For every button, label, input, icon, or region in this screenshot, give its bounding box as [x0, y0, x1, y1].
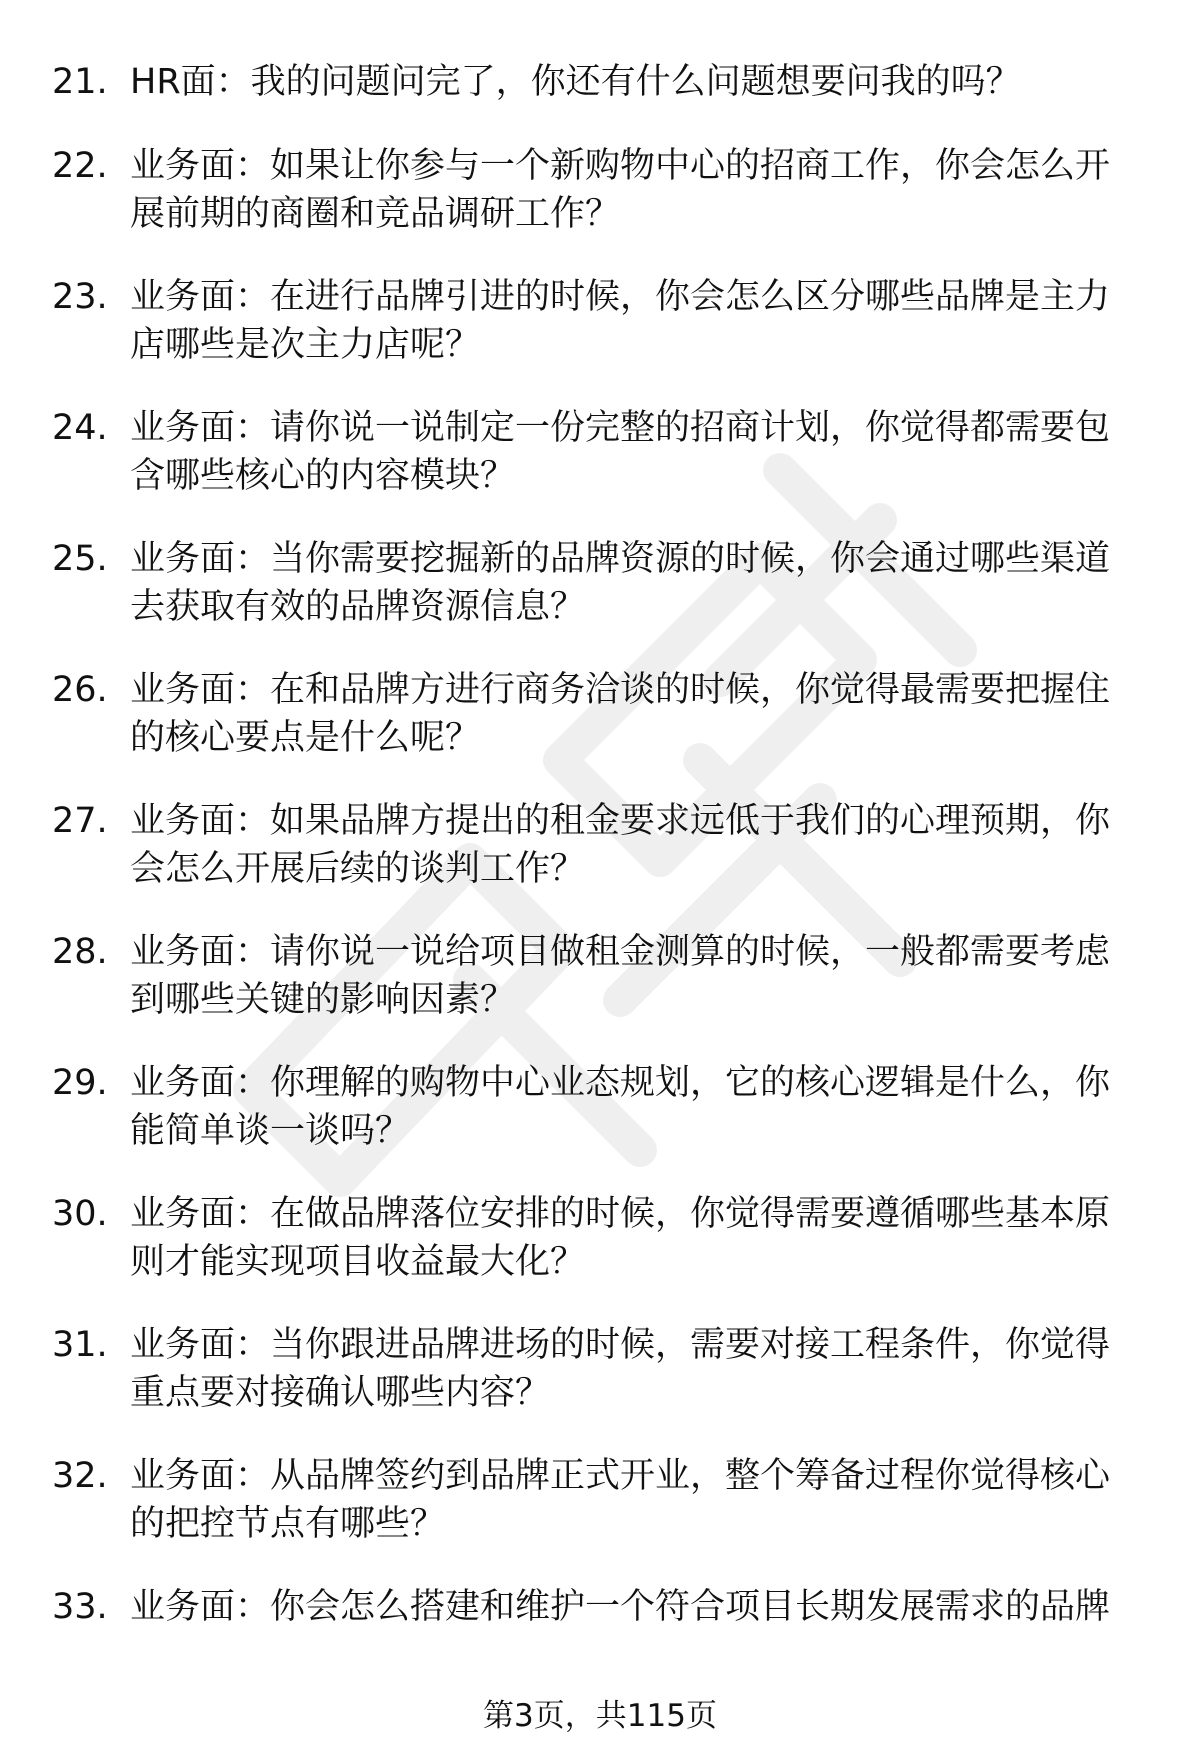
question-text — [130, 666, 1130, 762]
question-number: 22. — [52, 146, 108, 186]
question-item — [52, 1452, 1142, 1548]
question-text — [130, 142, 1130, 238]
question-text — [130, 1321, 1130, 1417]
page-number-footer: 第3页，共115页 — [483, 1698, 717, 1734]
question-number: 33. — [52, 1587, 108, 1627]
question-text — [130, 58, 1130, 106]
question-text — [130, 1190, 1130, 1286]
question-text-line: 业务面：你理解的购物中心业态规划，它的核心逻辑是什么，你 — [130, 1063, 1111, 1103]
question-text — [130, 797, 1130, 893]
question-item — [52, 273, 1142, 369]
question-item — [52, 797, 1142, 893]
question-text — [130, 1059, 1130, 1155]
question-text-line: 会怎么开展后续的谈判工作？ — [130, 849, 586, 889]
question-text-line: 能简单谈一谈吗？ — [130, 1111, 411, 1151]
question-text-line: 业务面：当你需要挖掘新的品牌资源的时候，你会通过哪些渠道 — [130, 539, 1111, 579]
question-text-line: 的核心要点是什么呢？ — [130, 718, 481, 758]
question-number: 29. — [52, 1063, 108, 1103]
question-item — [52, 1059, 1142, 1155]
question-text — [130, 273, 1130, 369]
question-text-line: 含哪些核心的内容模块？ — [130, 456, 516, 496]
question-text-line: 业务面：当你跟进品牌进场的时候，需要对接工程条件，你觉得 — [130, 1325, 1111, 1365]
question-text-line: 业务面：请你说一说给项目做租金测算的时候，一般都需要考虑 — [130, 932, 1111, 972]
question-number: 24. — [52, 408, 108, 448]
question-number: 28. — [52, 932, 108, 972]
question-text-line: 业务面：你会怎么搭建和维护一个符合项目长期发展需求的品牌 — [130, 1587, 1111, 1627]
question-item — [52, 404, 1142, 500]
question-item — [52, 535, 1142, 631]
question-number: 27. — [52, 801, 108, 841]
question-text-line: 业务面：如果品牌方提出的租金要求远低于我们的心理预期，你 — [130, 801, 1111, 841]
question-text-line: 到哪些关键的影响因素？ — [130, 980, 516, 1020]
question-text — [130, 1452, 1130, 1548]
question-text-line: 业务面：在和品牌方进行商务洽谈的时候，你觉得最需要把握住 — [130, 670, 1111, 710]
question-text-line: 重点要对接确认哪些内容？ — [130, 1373, 551, 1413]
question-item — [52, 1583, 1142, 1631]
question-text-line: 业务面：在进行品牌引进的时候，你会怎么区分哪些品牌是主力 — [130, 277, 1111, 317]
question-number: 21. — [52, 62, 108, 102]
question-number: 26. — [52, 670, 108, 710]
question-item — [52, 928, 1142, 1024]
question-text-line: 店哪些是次主力店呢？ — [130, 325, 481, 365]
question-item — [52, 1190, 1142, 1286]
question-text-line: 展前期的商圈和竞品调研工作？ — [130, 194, 621, 234]
question-text-line: 业务面：请你说一说制定一份完整的招商计划，你觉得都需要包 — [130, 408, 1111, 448]
question-list — [52, 58, 1142, 1667]
question-item — [52, 142, 1142, 238]
question-number: 31. — [52, 1325, 108, 1365]
question-text — [130, 535, 1130, 631]
question-text — [130, 1583, 1130, 1631]
question-text-line: 业务面：从品牌签约到品牌正式开业，整个筹备过程你觉得核心 — [130, 1456, 1111, 1496]
question-number: 23. — [52, 277, 108, 317]
question-text-line: HR面：我的问题问完了，你还有什么问题想要问我的吗？ — [130, 62, 1021, 102]
question-item — [52, 666, 1142, 762]
question-text-line: 业务面：在做品牌落位安排的时候，你觉得需要遵循哪些基本原 — [130, 1194, 1111, 1234]
question-item — [52, 58, 1142, 106]
question-text-line: 的把控节点有哪些？ — [130, 1504, 446, 1544]
question-text-line: 去获取有效的品牌资源信息？ — [130, 587, 586, 627]
question-text — [130, 928, 1130, 1024]
question-number: 30. — [52, 1194, 108, 1234]
question-number: 25. — [52, 539, 108, 579]
question-text-line: 业务面：如果让你参与一个新购物中心的招商工作，你会怎么开 — [130, 146, 1111, 186]
question-text-line: 则才能实现项目收益最大化？ — [130, 1242, 586, 1282]
question-number: 32. — [52, 1456, 108, 1496]
question-text — [130, 404, 1130, 500]
question-item — [52, 1321, 1142, 1417]
